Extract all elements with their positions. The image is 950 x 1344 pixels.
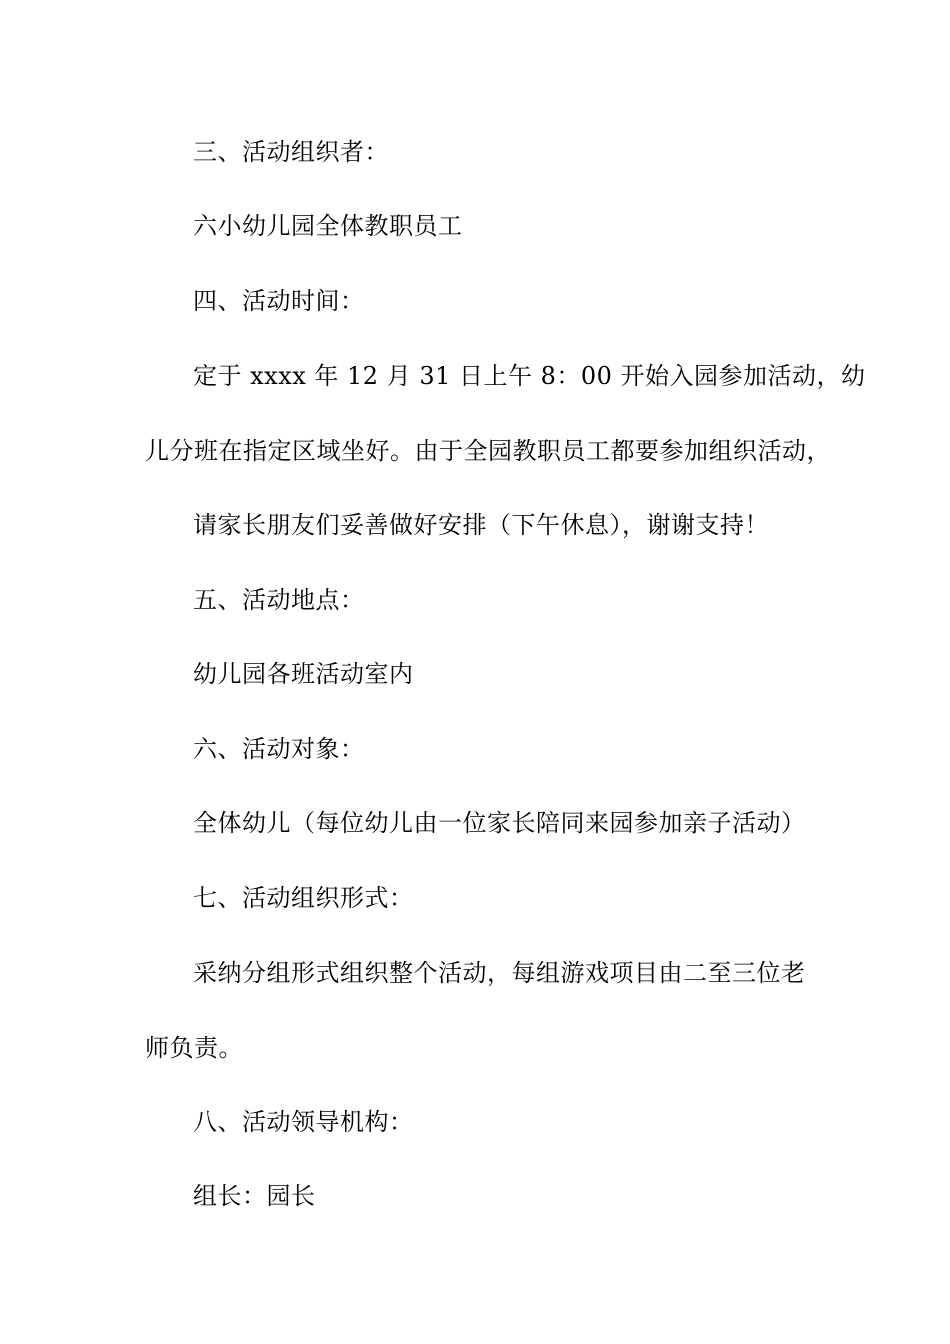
paragraph-time-line-2: 儿分班在指定区域坐好。由于全园教职员工都要参加组织活动， [145, 437, 831, 465]
paragraph-format-line-2: 师负责。 [145, 1034, 243, 1062]
paragraph-time-line-1: 定于 xxxx 年 12 月 31 日上午 8：00 开始入园参加活动，幼 [193, 362, 866, 390]
heading-location: 五、活动地点： [193, 586, 365, 614]
heading-time: 四、活动时间： [193, 287, 365, 315]
paragraph-location: 幼儿园各班活动室内 [193, 660, 414, 688]
heading-format: 七、活动组织形式： [193, 884, 414, 912]
paragraph-time-line-3: 请家长朋友们妥善做好安排（下午休息），谢谢支持！ [193, 511, 769, 539]
heading-participants: 六、活动对象： [193, 735, 365, 763]
paragraph-leadership: 组长：园长 [193, 1182, 316, 1210]
paragraph-participants: 全体幼儿（每位幼儿由一位家长陪同来园参加亲子活动） [193, 809, 806, 837]
paragraph-format-line-1: 采纳分组形式组织整个活动，每组游戏项目由二至三位老 [193, 959, 806, 987]
heading-leadership: 八、活动领导机构： [193, 1108, 414, 1136]
paragraph-organizer: 六小幼儿园全体教职员工 [193, 212, 463, 240]
heading-organizer: 三、活动组织者： [193, 138, 389, 166]
